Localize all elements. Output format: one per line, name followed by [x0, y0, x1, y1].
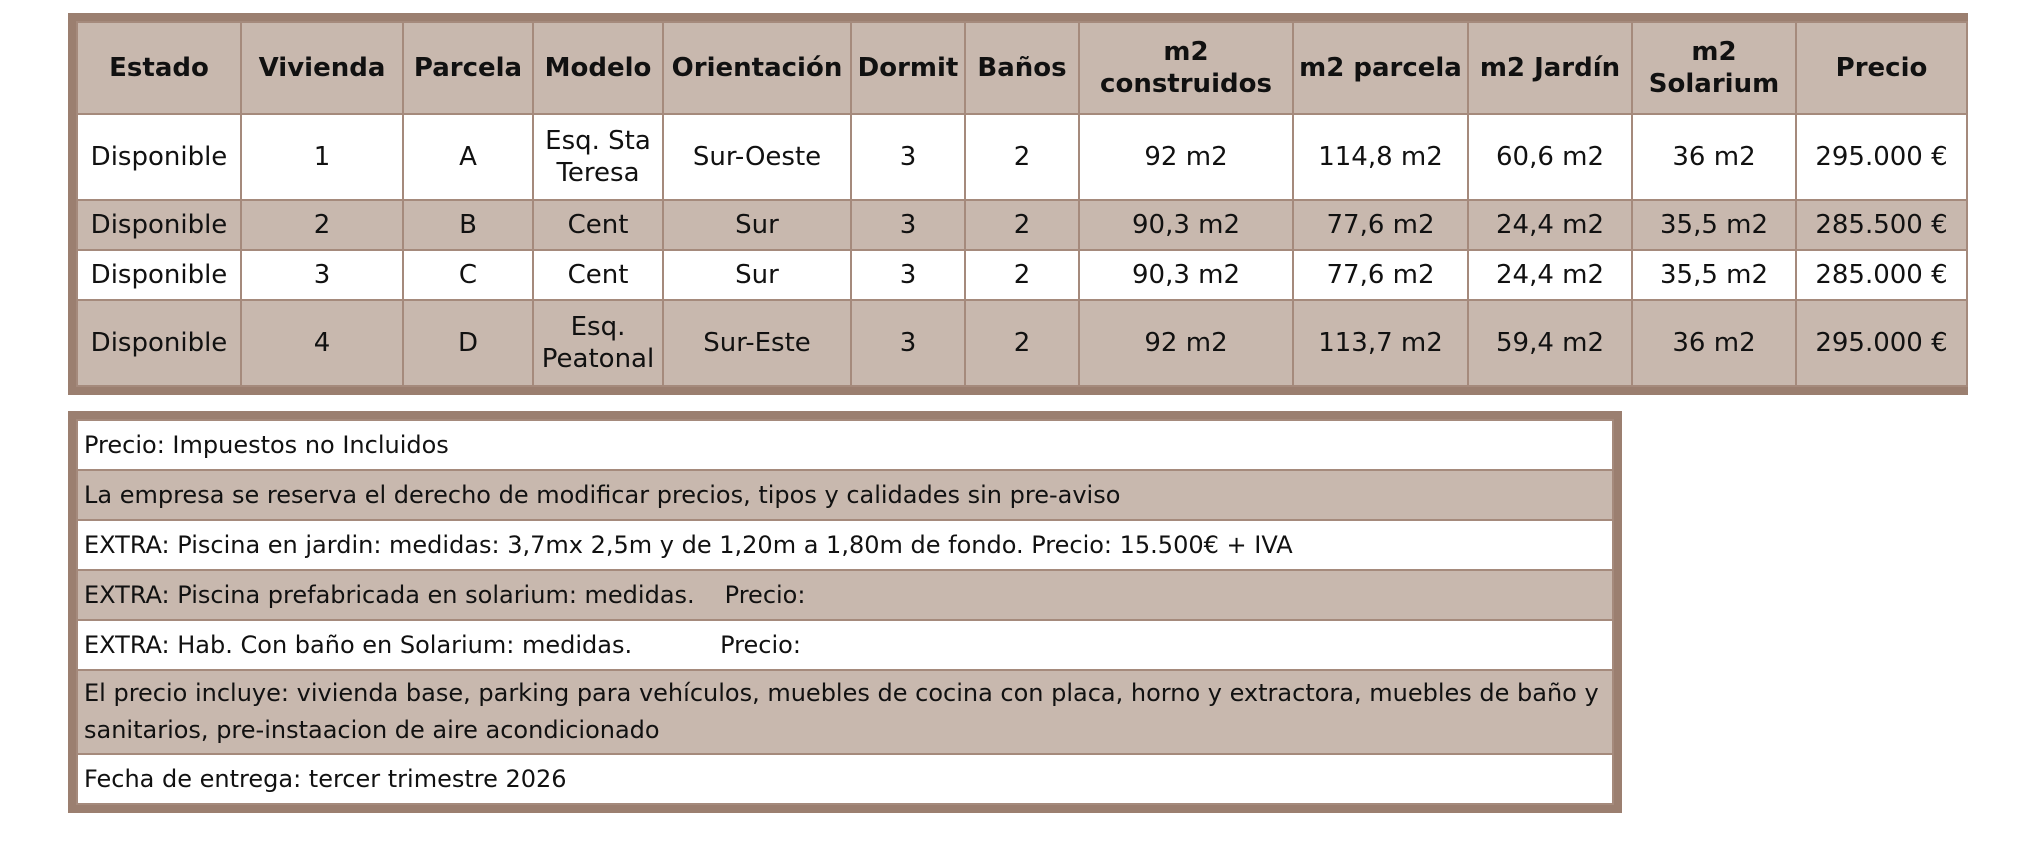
notes-table	[76, 419, 1614, 805]
table-row	[77, 114, 1967, 200]
header-banos: Baños	[965, 22, 1079, 114]
note-pool-solarium: EXTRA: Piscina prefabricada en solarium: medidas.	[84, 581, 695, 609]
header-estado: Estado	[77, 22, 241, 114]
note-includes: El precio incluye: vivienda base, parking para vehículos, muebles de cocina con placa, horno y extractora, muebles de baño y sanitarios, pre-instaacion de aire acondicionado	[77, 670, 1613, 754]
cell-modelo: Cent	[533, 250, 663, 300]
header-dormit: Dormit	[851, 22, 965, 114]
note-room-solarium-price: Precio:	[720, 631, 801, 659]
cell-vivienda: 3	[241, 250, 403, 300]
cell-m2-jardin: 24,4 m2	[1468, 200, 1632, 250]
note-row	[77, 520, 1613, 570]
cell-m2-parcela: 77,6 m2	[1293, 250, 1468, 300]
cell-estado: Disponible	[77, 114, 241, 200]
header-parcela: Parcela	[403, 22, 533, 114]
cell-m2-parcela: 113,7 m2	[1293, 300, 1468, 386]
note-delivery: Fecha de entrega: tercer trimestre 2026	[77, 754, 1613, 804]
cell-banos: 2	[965, 114, 1079, 200]
cell-orientacion: Sur	[663, 250, 851, 300]
cell-banos: 2	[965, 300, 1079, 386]
note-row	[77, 570, 1613, 620]
note-row	[77, 670, 1613, 754]
pricing-table-container	[68, 13, 1968, 395]
cell-banos: 2	[965, 250, 1079, 300]
cell-parcela: A	[403, 114, 533, 200]
cell-parcela: C	[403, 250, 533, 300]
cell-precio: 285.000 €	[1796, 250, 1967, 300]
cell-modelo: Cent	[533, 200, 663, 250]
cell-parcela: D	[403, 300, 533, 386]
cell-estado: Disponible	[77, 200, 241, 250]
cell-m2-solarium: 36 m2	[1632, 114, 1796, 200]
cell-orientacion: Sur-Oeste	[663, 114, 851, 200]
note-pool-solarium-cell	[77, 570, 1613, 620]
cell-m2-solarium: 36 m2	[1632, 300, 1796, 386]
note-room-solarium-cell	[77, 620, 1613, 670]
header-m2-jardin: m2 Jardín	[1468, 22, 1632, 114]
cell-precio: 295.000 €	[1796, 114, 1967, 200]
cell-estado: Disponible	[77, 250, 241, 300]
cell-parcela: B	[403, 200, 533, 250]
cell-vivienda: 4	[241, 300, 403, 386]
cell-estado: Disponible	[77, 300, 241, 386]
header-modelo: Modelo	[533, 22, 663, 114]
cell-vivienda: 1	[241, 114, 403, 200]
notes-table-container	[68, 411, 1622, 813]
header-vivienda: Vivienda	[241, 22, 403, 114]
cell-orientacion: Sur	[663, 200, 851, 250]
cell-dormit: 3	[851, 114, 965, 200]
pricing-table	[76, 21, 1968, 387]
cell-m2-construidos: 92 m2	[1079, 114, 1293, 200]
cell-m2-construidos: 90,3 m2	[1079, 250, 1293, 300]
note-row	[77, 470, 1613, 520]
cell-modelo: Esq. Sta Teresa	[533, 114, 663, 200]
header-m2-solarium: m2 Solarium	[1632, 22, 1796, 114]
cell-orientacion: Sur-Este	[663, 300, 851, 386]
note-reserve: La empresa se reserva el derecho de modificar precios, tipos y calidades sin pre-aviso	[77, 470, 1613, 520]
cell-dormit: 3	[851, 300, 965, 386]
header-m2-parcela: m2 parcela	[1293, 22, 1468, 114]
header-orientacion: Orientación	[663, 22, 851, 114]
cell-m2-jardin: 24,4 m2	[1468, 250, 1632, 300]
note-pool-garden: EXTRA: Piscina en jardin: medidas: 3,7mx 2,5m y de 1,20m a 1,80m de fondo. Precio: 15.500€ + IVA	[77, 520, 1613, 570]
note-room-solarium: EXTRA: Hab. Con baño en Solarium: medidas.	[84, 631, 633, 659]
cell-m2-parcela: 114,8 m2	[1293, 114, 1468, 200]
table-row	[77, 250, 1967, 300]
table-header-row	[77, 22, 1967, 114]
note-tax: Precio: Impuestos no Incluidos	[77, 420, 1613, 470]
cell-m2-construidos: 90,3 m2	[1079, 200, 1293, 250]
note-row	[77, 420, 1613, 470]
table-row	[77, 300, 1967, 386]
cell-m2-parcela: 77,6 m2	[1293, 200, 1468, 250]
cell-modelo: Esq. Peatonal	[533, 300, 663, 386]
cell-m2-jardin: 59,4 m2	[1468, 300, 1632, 386]
cell-m2-solarium: 35,5 m2	[1632, 200, 1796, 250]
note-row	[77, 754, 1613, 804]
cell-precio: 295.000 €	[1796, 300, 1967, 386]
cell-vivienda: 2	[241, 200, 403, 250]
cell-m2-jardin: 60,6 m2	[1468, 114, 1632, 200]
table-row	[77, 200, 1967, 250]
header-precio: Precio	[1796, 22, 1967, 114]
cell-dormit: 3	[851, 200, 965, 250]
cell-m2-construidos: 92 m2	[1079, 300, 1293, 386]
cell-precio: 285.500 €	[1796, 200, 1967, 250]
cell-m2-solarium: 35,5 m2	[1632, 250, 1796, 300]
note-pool-solarium-price: Precio:	[724, 581, 806, 609]
header-m2-construidos: m2 construidos	[1079, 22, 1293, 114]
cell-dormit: 3	[851, 250, 965, 300]
cell-banos: 2	[965, 200, 1079, 250]
note-row	[77, 620, 1613, 670]
